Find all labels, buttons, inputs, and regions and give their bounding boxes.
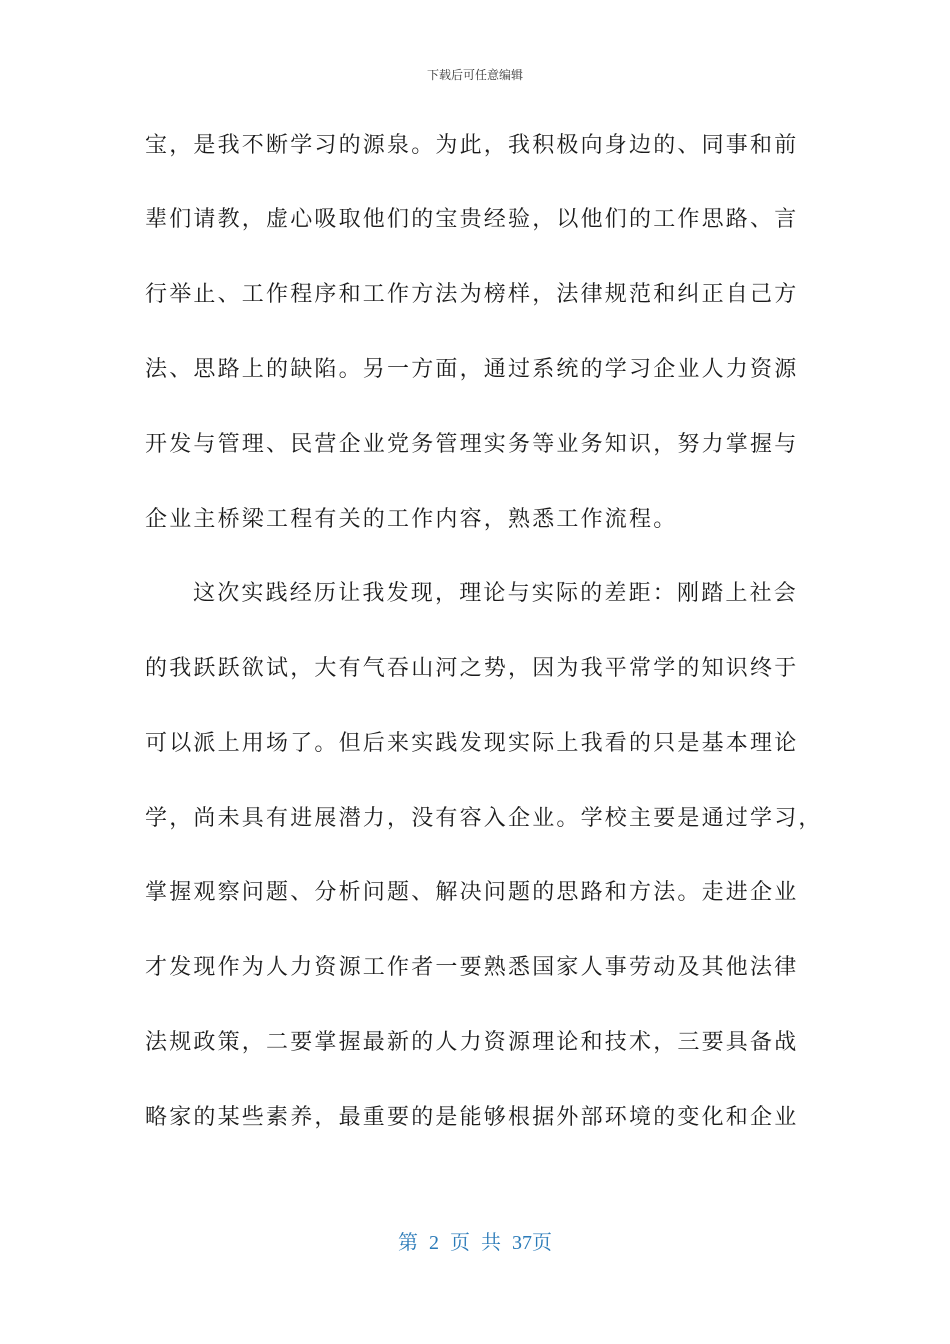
- text-line: 可以派上用场了。但后来实践发现实际上我看的只是基本理论: [145, 731, 799, 756]
- text-line: 辈们请教，虚心吸取他们的宝贵经验，以他们的工作思路、言: [145, 207, 799, 232]
- text-line: 掌握观察问题、分析问题、解决问题的思路和方法。走进企业: [145, 880, 799, 905]
- page-number: 第 2 页 共 37页: [398, 1232, 552, 1254]
- text-line: 法、思路上的缺陷。另一方面，通过系统的学习企业人力资源: [145, 357, 799, 382]
- text-line: 才发现作为人力资源工作者一要熟悉国家人事劳动及其他法律: [145, 955, 799, 980]
- text-line: 企业主桥梁工程有关的工作内容，熟悉工作流程。: [145, 507, 678, 532]
- text-line: 学，尚未具有进展潜力，没有容入企业。学校主要是通过学习，: [145, 806, 823, 831]
- paragraph-first-line: 这次实践经历让我发现，理论与实际的差距：刚踏上社会: [193, 581, 799, 606]
- page-header-note: 下载后可任意编辑: [426, 68, 523, 82]
- text-line: 开发与管理、民营企业党务管理实务等业务知识，努力掌握与: [145, 432, 799, 457]
- text-line: 的我跃跃欲试，大有气吞山河之势，因为我平常学的知识终于: [145, 656, 799, 681]
- text-line: 略家的某些素养，最重要的是能够根据外部环境的变化和企业: [145, 1105, 799, 1130]
- text-line: 行举止、工作程序和工作方法为榜样，法律规范和纠正自己方: [145, 282, 799, 307]
- text-line: 宝，是我不断学习的源泉。为此，我积极向身边的、同事和前: [145, 133, 799, 158]
- text-line: 法规政策，二要掌握最新的人力资源理论和技术，三要具备战: [145, 1030, 799, 1055]
